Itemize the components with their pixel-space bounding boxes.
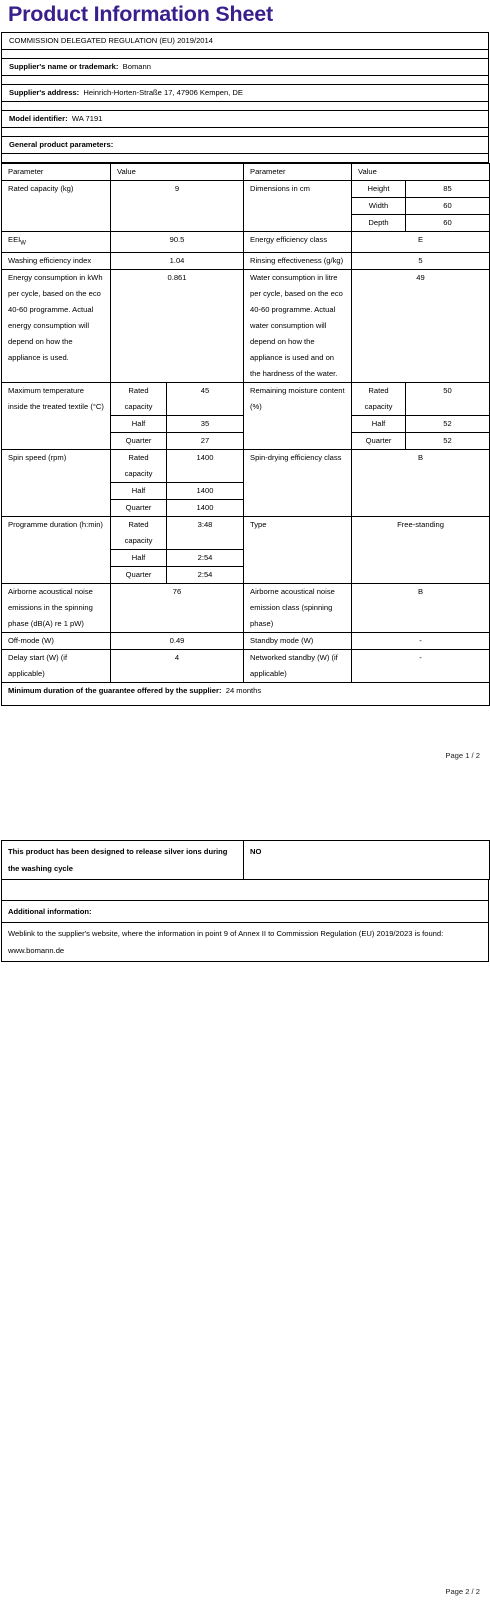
spacer-row bbox=[1, 50, 489, 59]
delay-start-value: 4 bbox=[111, 649, 244, 682]
energy-class-label: Energy efficiency class bbox=[244, 232, 352, 253]
moisture-quarter-label: Quarter bbox=[352, 432, 406, 449]
supplier-name-row bbox=[1, 59, 489, 76]
header-parameter: Parameter bbox=[244, 164, 352, 181]
regulation-text: COMMISSION DELEGATED REGULATION (EU) 2019/2014 bbox=[9, 36, 213, 45]
spin-speed-label: Spin speed (rpm) bbox=[2, 449, 111, 516]
silver-ions-label: This product has been designed to release silver ions during the washing cycle bbox=[2, 841, 244, 880]
washing-efficiency-label: Washing efficiency index bbox=[2, 252, 111, 269]
table-row bbox=[2, 382, 490, 415]
spin-speed-quarter-value: 1400 bbox=[167, 499, 244, 516]
energy-class-value: E bbox=[352, 232, 490, 253]
duration-label: Programme duration (h:min) bbox=[2, 516, 111, 583]
noise-class-label: Airborne acoustical noise emission class (spinning phase) bbox=[244, 583, 352, 632]
general-parameters-label: General product parameters: bbox=[9, 140, 114, 149]
silver-ions-table bbox=[1, 840, 490, 880]
spacer-row bbox=[1, 102, 489, 111]
page-title: Product Information Sheet bbox=[8, 2, 273, 26]
table-row bbox=[2, 269, 490, 382]
parameters-table bbox=[1, 163, 490, 706]
rated-capacity-label: Rated capacity (kg) bbox=[2, 181, 111, 232]
max-temperature-half-value: 35 bbox=[167, 415, 244, 432]
header-value: Value bbox=[352, 164, 490, 181]
guarantee-row bbox=[2, 682, 490, 705]
rated-capacity-value: 9 bbox=[111, 181, 244, 232]
spin-class-label: Spin-drying efficiency class bbox=[244, 449, 352, 516]
noise-value: 76 bbox=[111, 583, 244, 632]
table-row bbox=[2, 181, 490, 198]
weblink-text: Weblink to the supplier's website, where the information in point 9 of Annex II to Commission Regulation (EU) 2019/2023 is found: www.bomann.de bbox=[1, 923, 489, 962]
standby-label: Standby mode (W) bbox=[244, 632, 352, 649]
model-value: WA 7191 bbox=[71, 114, 103, 123]
max-temperature-rated-label: Rated capacity bbox=[111, 382, 167, 415]
type-label: Type bbox=[244, 516, 352, 583]
networked-standby-label: Networked standby (W) (if applicable) bbox=[244, 649, 352, 682]
networked-standby-value: - bbox=[352, 649, 490, 682]
moisture-half-label: Half bbox=[352, 415, 406, 432]
spacer-row bbox=[1, 128, 489, 137]
supplier-name-label: Supplier's name or trademark: bbox=[9, 62, 119, 71]
washing-efficiency-value: 1.04 bbox=[111, 252, 244, 269]
eei-label-sub: W bbox=[20, 240, 26, 247]
height-value: 85 bbox=[406, 181, 490, 198]
max-temperature-quarter-value: 27 bbox=[167, 432, 244, 449]
max-temperature-label: Maximum temperature inside the treated textile (°C) bbox=[2, 382, 111, 449]
table-row bbox=[2, 583, 490, 632]
duration-quarter-value: 2:54 bbox=[167, 566, 244, 583]
spin-speed-half-label: Half bbox=[111, 482, 167, 499]
guarantee-label: Minimum duration of the guarantee offered by the supplier: bbox=[8, 685, 222, 695]
noise-class-value: B bbox=[352, 583, 490, 632]
table-header-row bbox=[2, 164, 490, 181]
table-row bbox=[2, 649, 490, 682]
spin-speed-quarter-label: Quarter bbox=[111, 499, 167, 516]
off-mode-value: 0.49 bbox=[111, 632, 244, 649]
table-row bbox=[2, 516, 490, 549]
dimensions-label: Dimensions in cm bbox=[244, 181, 352, 232]
eei-label-text: EEI bbox=[8, 235, 21, 244]
page-number-2: Page 2 / 2 bbox=[445, 1587, 480, 1596]
rinsing-effectiveness-label: Rinsing effectiveness (g/kg) bbox=[244, 252, 352, 269]
noise-label: Airborne acoustical noise emissions in the spinning phase (dB(A) re 1 pW) bbox=[2, 583, 111, 632]
product-sheet-page-1 bbox=[1, 32, 489, 706]
max-temperature-half-label: Half bbox=[111, 415, 167, 432]
header-parameter: Parameter bbox=[2, 164, 111, 181]
width-value: 60 bbox=[406, 198, 490, 215]
standby-value: - bbox=[352, 632, 490, 649]
water-consumption-value: 49 bbox=[352, 269, 490, 382]
depth-value: 60 bbox=[406, 215, 490, 232]
off-mode-label: Off-mode (W) bbox=[2, 632, 111, 649]
table-row bbox=[2, 232, 490, 253]
table-row bbox=[2, 252, 490, 269]
general-parameters-row bbox=[1, 137, 489, 154]
spacer-row bbox=[1, 154, 489, 163]
delay-start-label: Delay start (W) (if applicable) bbox=[2, 649, 111, 682]
spacer-row bbox=[1, 76, 489, 85]
max-temperature-rated-value: 45 bbox=[167, 382, 244, 415]
additional-information-label: Additional information: bbox=[1, 901, 489, 923]
duration-quarter-label: Quarter bbox=[111, 566, 167, 583]
max-temperature-quarter-label: Quarter bbox=[111, 432, 167, 449]
moisture-quarter-value: 52 bbox=[406, 432, 490, 449]
type-value: Free-standing bbox=[352, 516, 490, 583]
page-number-1: Page 1 / 2 bbox=[445, 751, 480, 760]
height-label: Height bbox=[352, 181, 406, 198]
silver-ions-value: NO bbox=[244, 841, 490, 880]
energy-consumption-value: 0.861 bbox=[111, 269, 244, 382]
duration-rated-label: Rated capacity bbox=[111, 516, 167, 549]
rinsing-effectiveness-value: 5 bbox=[352, 252, 490, 269]
moisture-rated-value: 50 bbox=[406, 382, 490, 415]
spin-speed-half-value: 1400 bbox=[167, 482, 244, 499]
supplier-address-label: Supplier's address: bbox=[9, 88, 80, 97]
moisture-label: Remaining moisture content (%) bbox=[244, 382, 352, 449]
depth-label: Depth bbox=[352, 215, 406, 232]
supplier-name-value: Bomann bbox=[122, 62, 151, 71]
spin-class-value: B bbox=[352, 449, 490, 516]
moisture-rated-label: Rated capacity bbox=[352, 382, 406, 415]
width-label: Width bbox=[352, 198, 406, 215]
eei-value: 90.5 bbox=[111, 232, 244, 253]
eei-label bbox=[2, 232, 111, 253]
silver-ions-row bbox=[2, 841, 490, 880]
supplier-address-value: Heinrich-Horten-Straße 17, 47906 Kempen, DE bbox=[83, 88, 243, 97]
spin-speed-rated-value: 1400 bbox=[167, 449, 244, 482]
duration-half-label: Half bbox=[111, 549, 167, 566]
model-label: Model identifier: bbox=[9, 114, 68, 123]
table-row bbox=[2, 449, 490, 482]
model-row bbox=[1, 111, 489, 128]
duration-rated-value: 3:48 bbox=[167, 516, 244, 549]
spacer-row bbox=[1, 880, 489, 901]
product-sheet-page-2 bbox=[1, 840, 489, 962]
duration-half-value: 2:54 bbox=[167, 549, 244, 566]
spin-speed-rated-label: Rated capacity bbox=[111, 449, 167, 482]
energy-consumption-label: Energy consumption in kWh per cycle, based on the eco 40-60 programme. Actual energy consumption will depend on how the appliance is used. bbox=[2, 269, 111, 382]
guarantee-value: 24 months bbox=[225, 685, 262, 695]
supplier-address-row bbox=[1, 85, 489, 102]
table-row bbox=[2, 632, 490, 649]
regulation-row bbox=[1, 32, 489, 50]
header-value: Value bbox=[111, 164, 244, 181]
moisture-half-value: 52 bbox=[406, 415, 490, 432]
water-consumption-label: Water consumption in litre per cycle, based on the eco 40-60 programme. Actual water consumption will depend on how the appliance is used and on the hardness of the water. bbox=[244, 269, 352, 382]
